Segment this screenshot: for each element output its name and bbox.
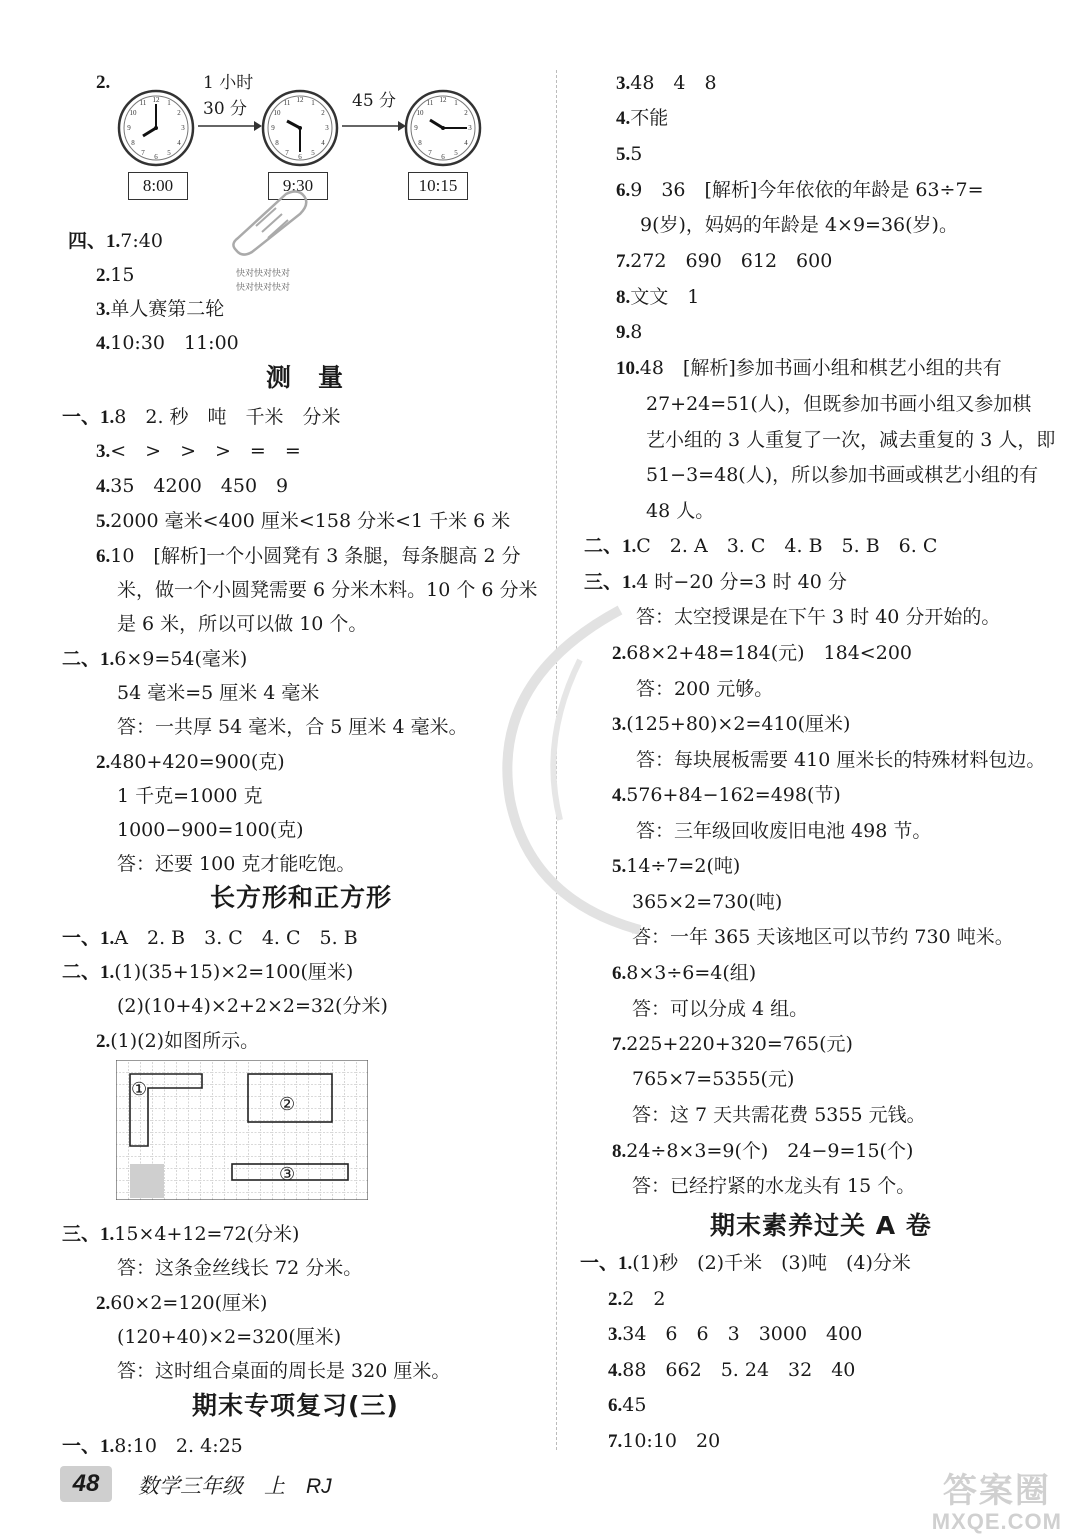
answer-text: 35 4200 450 9 bbox=[110, 475, 289, 497]
logo-text: 答案圈 bbox=[942, 1472, 1051, 1510]
item-number: 4. bbox=[96, 333, 111, 354]
section-heading-review: 期末专项复习(三) bbox=[192, 1391, 399, 1420]
answer-text: 5 bbox=[630, 143, 643, 165]
answer-text: 答：还要 100 克才能吃饱。 bbox=[117, 853, 356, 875]
answer-text: 1 千克=1000 克 bbox=[117, 785, 263, 807]
answer-line bbox=[96, 508, 510, 535]
answer-line bbox=[62, 646, 247, 673]
time-box: 8:00 bbox=[128, 172, 188, 200]
answer-line bbox=[96, 296, 224, 323]
answer-text: 答：一共厚 54 毫米，合 5 厘米 4 毫米。 bbox=[117, 716, 468, 738]
answer-text: 480+420=900(克) bbox=[110, 751, 285, 773]
item-number: 6. bbox=[96, 546, 111, 567]
grid-label-1: ① bbox=[131, 1079, 148, 1100]
answer-line bbox=[616, 105, 668, 132]
svg-text:6: 6 bbox=[298, 153, 302, 161]
answer-text: 答：200 元够。 bbox=[636, 678, 774, 700]
answer-text: 8 bbox=[630, 321, 643, 343]
answer-line bbox=[96, 749, 285, 776]
answer-text: (2)(10+4)×2+2×2=32(分米) bbox=[117, 995, 388, 1017]
answer-text: 不能 bbox=[630, 107, 669, 129]
time-box: 9:30 bbox=[268, 172, 328, 200]
answer-text: 1000−900=100(克) bbox=[117, 819, 304, 841]
answer-text: 8:10 2. 4:25 bbox=[114, 1435, 243, 1457]
book-title: 数学三年级 上 RJ bbox=[138, 1475, 332, 1498]
answer-text: 88 662 5. 24 32 40 bbox=[622, 1359, 856, 1381]
answer-text: 10:30 11:00 bbox=[110, 332, 239, 354]
answer-line bbox=[117, 1324, 341, 1350]
section-heading-measure: 测 量 bbox=[266, 363, 345, 392]
section-heading-rectangles: 长方形和正方形 bbox=[210, 883, 393, 912]
answer-line bbox=[632, 889, 782, 915]
svg-text:11: 11 bbox=[426, 99, 434, 107]
answer-text: 10:10 20 bbox=[622, 1430, 721, 1452]
item-number: 8. bbox=[612, 1141, 627, 1162]
answer-text: 答：太空授课是在下午 3 时 40 分开始的。 bbox=[636, 606, 1001, 628]
answer-line bbox=[580, 1250, 911, 1277]
answer-text: 14÷7=2(吨) bbox=[626, 855, 741, 877]
answer-line bbox=[612, 640, 912, 667]
answer-text: 单人赛第二轮 bbox=[110, 298, 225, 320]
answer-text: A 2. B 3. C 4. C 5. B bbox=[114, 927, 358, 949]
answer-line bbox=[117, 714, 468, 740]
answer-line bbox=[608, 1286, 665, 1313]
answer-line bbox=[632, 1173, 915, 1199]
item-number: 三、1. bbox=[584, 572, 637, 593]
item-number: 6. bbox=[616, 180, 631, 201]
answer-text: 15 bbox=[110, 264, 135, 286]
answer-line bbox=[636, 747, 1045, 773]
answer-line bbox=[117, 611, 367, 637]
item-number: 一、1. bbox=[62, 1436, 115, 1457]
svg-text:11: 11 bbox=[283, 99, 291, 107]
clock-face-10-15 bbox=[403, 88, 483, 168]
svg-text:7: 7 bbox=[285, 149, 289, 157]
item-number: 2. bbox=[612, 643, 627, 664]
site-logo bbox=[932, 1472, 1062, 1534]
clock-face-9-30 bbox=[260, 88, 340, 168]
answer-text: (1)秒 (2)千米 (3)吨 (4)分米 bbox=[632, 1252, 911, 1274]
grid-figure bbox=[116, 1060, 368, 1200]
svg-text:10: 10 bbox=[129, 109, 137, 117]
item-number: 7. bbox=[608, 1431, 623, 1452]
answer-text: 艺小组的 3 人重复了一次，减去重复的 3 人，即 bbox=[646, 429, 1056, 451]
answer-line bbox=[62, 1221, 299, 1248]
answer-text: < > > > = = bbox=[110, 440, 301, 462]
answer-text: 米，做一个小圆凳需要 6 分米木料。10 个 6 分米 bbox=[117, 579, 538, 601]
answer-text: 365×2=730(吨) bbox=[632, 891, 783, 913]
answer-line bbox=[636, 676, 773, 702]
svg-text:2: 2 bbox=[177, 109, 181, 117]
arrow-label: 1 小时 bbox=[203, 73, 254, 93]
answer-text: 765×7=5355(元) bbox=[632, 1068, 795, 1090]
answer-line bbox=[117, 817, 304, 843]
item-number: 一、1. bbox=[62, 928, 115, 949]
svg-text:8: 8 bbox=[131, 139, 135, 147]
answer-text: (125+80)×2=410(厘米) bbox=[626, 713, 851, 735]
grid-label-3: ③ bbox=[279, 1164, 296, 1185]
svg-text:12: 12 bbox=[296, 96, 304, 104]
answer-line bbox=[608, 1357, 855, 1384]
answer-line bbox=[646, 498, 714, 524]
clock-face-8-00 bbox=[116, 88, 196, 168]
answer-line bbox=[117, 680, 319, 706]
answer-line bbox=[96, 1290, 267, 1317]
item-number: 6. bbox=[612, 963, 627, 984]
svg-text:6: 6 bbox=[441, 153, 445, 161]
svg-text:4: 4 bbox=[177, 139, 181, 147]
answer-line bbox=[584, 533, 937, 560]
answer-line bbox=[616, 177, 984, 204]
arrow-label: 30 分 bbox=[203, 99, 248, 119]
answer-text: 文文 1 bbox=[630, 286, 700, 308]
item-number: 4. bbox=[96, 476, 111, 497]
answer-text: 答：一年 365 天该地区可以节约 730 吨米。 bbox=[632, 926, 1014, 948]
answer-line bbox=[96, 330, 239, 357]
item-number: 二、1. bbox=[62, 649, 115, 670]
answer-text: 6×9=54(毫米) bbox=[114, 648, 248, 670]
watermark-seal-icon bbox=[470, 600, 650, 940]
answer-text: 68×2+48=184(元) 184<200 bbox=[626, 642, 912, 664]
answer-text: 10 [解析]一个小圆凳有 3 条腿，每条腿高 2 分 bbox=[110, 545, 521, 567]
answer-line bbox=[616, 70, 717, 97]
answer-line bbox=[632, 1102, 926, 1128]
answer-text: 60×2=120(厘米) bbox=[110, 1292, 268, 1314]
answer-line bbox=[96, 1028, 259, 1055]
svg-text:9: 9 bbox=[414, 124, 418, 132]
answer-line bbox=[608, 1428, 720, 1455]
item-number: 5. bbox=[612, 856, 627, 877]
item-number: 三、1. bbox=[62, 1224, 115, 1245]
svg-text:9: 9 bbox=[271, 124, 275, 132]
arrow-icon bbox=[196, 118, 262, 134]
svg-text:5: 5 bbox=[311, 149, 315, 157]
item-number: 6. bbox=[608, 1395, 623, 1416]
svg-text:8: 8 bbox=[418, 139, 422, 147]
answer-text: 2000 毫米<400 厘米<158 分米<1 千米 6 米 bbox=[110, 510, 511, 532]
answer-line bbox=[62, 1433, 243, 1460]
item-number: 7. bbox=[612, 1034, 627, 1055]
answer-text: 是 6 米，所以可以做 10 个。 bbox=[117, 613, 368, 635]
answer-text: 24÷8×3=9(个) 24−9=15(个) bbox=[626, 1140, 914, 1162]
svg-text:12: 12 bbox=[439, 96, 447, 104]
item-number: 二、1. bbox=[62, 962, 115, 983]
item-number: 四、1. bbox=[68, 231, 121, 252]
answer-text: 2 2 bbox=[622, 1288, 666, 1310]
answer-line bbox=[117, 993, 388, 1019]
answer-text: 9(岁)，妈妈的年龄是 4×9=36(岁)。 bbox=[640, 214, 958, 236]
answer-line bbox=[96, 262, 134, 289]
svg-text:8: 8 bbox=[275, 139, 279, 147]
svg-text:5: 5 bbox=[167, 149, 171, 157]
item-number: 2. bbox=[96, 265, 111, 286]
answer-text: 27+24=51(人)，但既参加书画小组又参加棋 bbox=[646, 393, 1032, 415]
svg-text:3: 3 bbox=[181, 124, 185, 132]
answer-line bbox=[616, 248, 832, 275]
answer-text: 272 690 612 600 bbox=[630, 250, 833, 272]
svg-text:7: 7 bbox=[428, 149, 432, 157]
answer-line bbox=[632, 996, 808, 1022]
answer-text: 225+220+320=765(元) bbox=[626, 1033, 853, 1055]
answer-line bbox=[62, 404, 341, 431]
svg-text:2: 2 bbox=[321, 109, 325, 117]
answer-line bbox=[612, 960, 756, 987]
item-number: 5. bbox=[616, 144, 631, 165]
answer-text: (1)(2)如图所示。 bbox=[110, 1030, 260, 1052]
svg-text:10: 10 bbox=[273, 109, 281, 117]
item-number: 4. bbox=[608, 1360, 623, 1381]
answer-text: 54 毫米=5 厘米 4 毫米 bbox=[117, 682, 320, 704]
answer-text: 答：这 7 天共需花费 5355 元钱。 bbox=[632, 1104, 926, 1126]
svg-text:10: 10 bbox=[416, 109, 424, 117]
answer-line bbox=[616, 284, 699, 311]
answer-line bbox=[646, 427, 1055, 453]
answer-text: 8 2. 秒 吨 千米 分米 bbox=[114, 406, 341, 428]
answer-text: 7:40 bbox=[120, 230, 163, 252]
svg-text:5: 5 bbox=[454, 149, 458, 157]
answer-text: (120+40)×2=320(厘米) bbox=[117, 1326, 342, 1348]
answer-text: 8×3÷6=4(组) bbox=[626, 962, 757, 984]
svg-text:1: 1 bbox=[311, 99, 315, 107]
svg-text:4: 4 bbox=[321, 139, 325, 147]
svg-text:7: 7 bbox=[141, 149, 145, 157]
answer-text: 15×4+12=72(分米) bbox=[114, 1223, 300, 1245]
answer-text: 48 4 8 bbox=[630, 72, 717, 94]
svg-text:6: 6 bbox=[154, 153, 158, 161]
answer-line bbox=[636, 818, 931, 844]
arrow-icon bbox=[340, 118, 406, 134]
item-number: 3. bbox=[608, 1324, 623, 1345]
answer-text: 34 6 6 3 3000 400 bbox=[622, 1323, 863, 1345]
item-number: 4. bbox=[616, 108, 631, 129]
answer-line bbox=[632, 924, 1014, 950]
item-number: 3. bbox=[96, 441, 111, 462]
answer-line bbox=[616, 319, 642, 346]
svg-text:2: 2 bbox=[464, 109, 468, 117]
item-number: 3. bbox=[96, 299, 111, 320]
answer-line bbox=[117, 1255, 362, 1281]
item-number: 一、1. bbox=[62, 407, 115, 428]
answer-line bbox=[640, 212, 958, 238]
answer-text: 4 时−20 分=3 时 40 分 bbox=[636, 571, 847, 593]
answer-text: (1)(35+15)×2=100(厘米) bbox=[114, 961, 354, 983]
answer-line bbox=[608, 1321, 862, 1348]
answer-text: 答：这时组合桌面的周长是 320 厘米。 bbox=[117, 1360, 451, 1382]
item-number: 2. bbox=[608, 1289, 623, 1310]
item-number: 3. bbox=[616, 73, 631, 94]
item-number: 二、1. bbox=[584, 536, 637, 557]
answer-text: 答：已经拧紧的水龙头有 15 个。 bbox=[632, 1175, 916, 1197]
item-number: 7. bbox=[616, 251, 631, 272]
answer-line bbox=[96, 473, 288, 500]
answer-text: C 2. A 3. C 4. B 5. B 6. C bbox=[636, 535, 938, 557]
answer-line bbox=[612, 1138, 913, 1165]
section-heading-final: 期末素养过关 A 卷 bbox=[710, 1211, 932, 1240]
logo-url: MXQE.COM bbox=[931, 1509, 1062, 1534]
item-number: 4. bbox=[612, 785, 627, 806]
answer-line bbox=[608, 1392, 646, 1419]
answer-line bbox=[117, 851, 355, 877]
answer-line bbox=[117, 1358, 450, 1384]
grid-label-2: ② bbox=[279, 1094, 296, 1115]
item-number: 2. bbox=[96, 1293, 111, 1314]
item-number: 2. bbox=[96, 752, 111, 773]
arrow-label: 45 分 bbox=[352, 91, 397, 111]
answer-text: 48 人。 bbox=[646, 500, 715, 522]
answer-line bbox=[96, 438, 301, 465]
answer-line bbox=[646, 391, 1031, 417]
answer-text: 答：三年级回收废旧电池 498 节。 bbox=[636, 820, 932, 842]
svg-text:11: 11 bbox=[139, 99, 147, 107]
item-number: 8. bbox=[616, 287, 631, 308]
answer-line bbox=[616, 355, 1002, 382]
item-number: 2. bbox=[96, 72, 111, 93]
svg-text:3: 3 bbox=[325, 124, 329, 132]
answer-line bbox=[117, 783, 262, 809]
answer-line bbox=[616, 141, 642, 168]
svg-text:1: 1 bbox=[454, 99, 458, 107]
answer-text: 45 bbox=[622, 1394, 647, 1416]
answer-text: 51−3=48(人)，所以参加书画或棋艺小组的有 bbox=[646, 464, 1039, 486]
svg-text:9: 9 bbox=[127, 124, 131, 132]
answer-line bbox=[68, 228, 163, 255]
answer-text: 答：可以分成 4 组。 bbox=[632, 998, 809, 1020]
answer-line bbox=[62, 925, 358, 952]
page-number: 48 bbox=[60, 1466, 112, 1502]
item-number: 9. bbox=[616, 322, 631, 343]
item-number: 一、1. bbox=[580, 1253, 633, 1274]
answer-line bbox=[584, 569, 847, 596]
item-number: 10. bbox=[616, 358, 640, 379]
svg-text:4: 4 bbox=[464, 139, 468, 147]
time-box: 10:15 bbox=[408, 172, 468, 200]
svg-text:1: 1 bbox=[167, 99, 171, 107]
answer-line bbox=[636, 604, 1000, 630]
answer-text: 9 36 [解析]今年依依的年龄是 63÷7= bbox=[630, 179, 984, 201]
answer-text: 576+84−162=498(节) bbox=[626, 784, 841, 806]
watermark-text: 快对快对快对 bbox=[236, 283, 291, 293]
item-number: 2. bbox=[96, 1031, 111, 1052]
answer-text: 48 [解析]参加书画小组和棋艺小组的共有 bbox=[639, 357, 1002, 379]
answer-text: 答：每块展板需要 410 厘米长的特殊材料包边。 bbox=[636, 749, 1046, 771]
answer-line bbox=[62, 959, 353, 986]
item-number: 5. bbox=[96, 511, 111, 532]
svg-text:12: 12 bbox=[152, 96, 160, 104]
answer-line bbox=[96, 543, 521, 570]
item-number: 3. bbox=[612, 714, 627, 735]
svg-text:3: 3 bbox=[468, 124, 472, 132]
answer-line bbox=[646, 462, 1038, 488]
watermark-text: 快对快对快对 bbox=[236, 269, 291, 279]
watermark-pen-icon bbox=[226, 186, 316, 258]
answer-line bbox=[632, 1066, 794, 1092]
answer-line bbox=[612, 1031, 853, 1058]
answer-text: 答：这条金丝线长 72 分米。 bbox=[117, 1257, 363, 1279]
